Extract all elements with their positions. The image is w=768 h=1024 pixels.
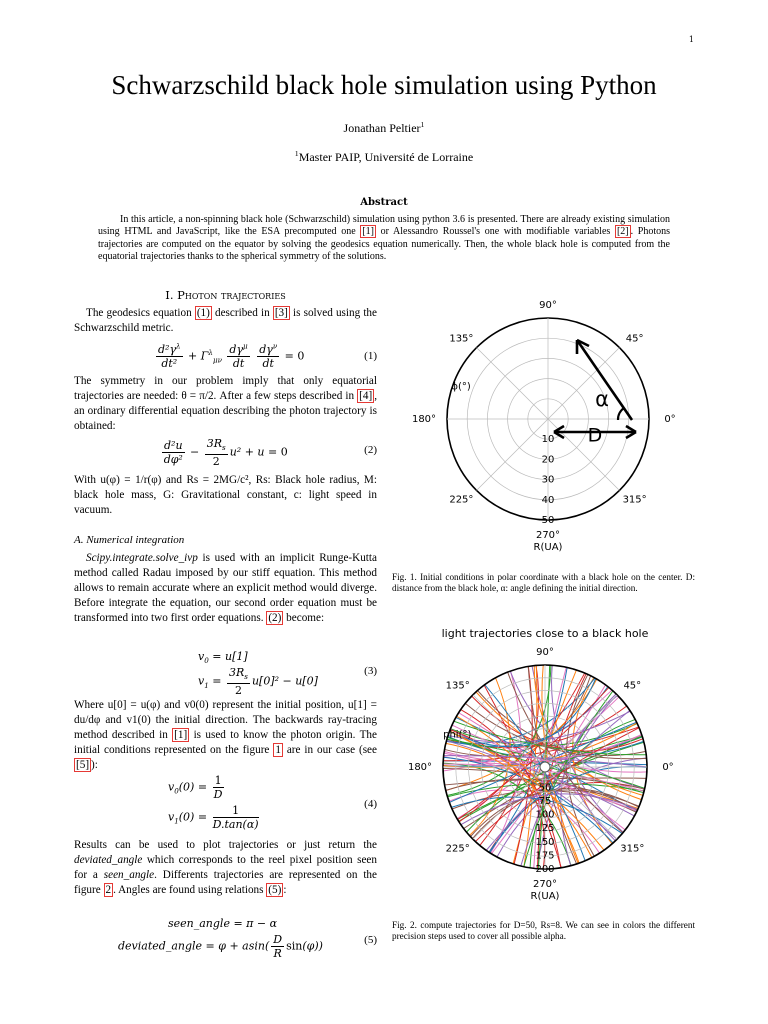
angle-tick-label: 315° xyxy=(622,494,647,506)
distance-label: D xyxy=(587,424,603,447)
alpha-arc xyxy=(618,408,624,420)
angle-tick-label: 270° xyxy=(535,530,561,541)
citation-link[interactable]: [5] xyxy=(76,759,90,772)
equation-link[interactable]: (5) xyxy=(268,884,282,897)
figure-2-caption: Fig. 2. compute trajectories for D=50, Rs=8. We can see in colors the different precision steps used to cover all possible alpha. xyxy=(392,920,695,942)
equation-1: $\frac{d^2\gamma^\lambda}{\text{dt²}}$ + $\Gamma^\lambda_{\mu\nu}$ $\frac{d\gamma^\mu}{dt}$ $\frac{d\gamma^\nu}{dt}$ = 0 (1) xyxy=(158,341,377,370)
angle-tick-label: 45° xyxy=(623,680,642,692)
theta-axis-label: phi(°) xyxy=(443,729,472,741)
angle-tick-label: 180° xyxy=(411,414,437,425)
angle-tick-label: 270° xyxy=(532,879,558,890)
r-axis-label: R(UA) xyxy=(530,891,560,902)
radial-tick-label: 10 xyxy=(541,434,555,446)
angle-tick-label: 0° xyxy=(664,414,676,425)
polar-grid xyxy=(447,318,649,520)
equation-2: $\frac{\text{d²u}}{\text{dφ²}}$ − $\frac{3R_s}{2}$ u² + u = 0 (2) xyxy=(163,437,377,469)
figure-1-caption: Fig. 1. Initial conditions in polar coordinate with a black hole on the center. D: distance from the black hole, α: angle defining the initial direction. xyxy=(392,572,695,594)
radial-tick-label: 100 xyxy=(535,809,555,821)
radial-tick-label: 50 xyxy=(538,782,552,794)
citation-link[interactable]: [4] xyxy=(359,390,373,403)
angle-tick-label: 135° xyxy=(449,333,474,345)
figure-1-polar-plot xyxy=(395,288,695,560)
r-axis-label: R(UA) xyxy=(533,542,563,553)
subsection-heading: A. Numerical integration xyxy=(74,534,185,546)
citation-link[interactable]: [1] xyxy=(362,226,374,238)
angle-tick-label: 180° xyxy=(407,762,433,773)
angle-tick-label: 90° xyxy=(539,300,557,311)
angle-tick-label: 225° xyxy=(445,843,470,855)
paragraph: Scipy.integrate.solve_ivp is used with an implicit Runge-Kutta method called Radau imposed by our stiff equation. This method allows to remain accurate where an explicit method would diverge. Before integrate the equation, our second order equation must be transformed into two first order equations. (2) become: xyxy=(74,552,377,625)
grid-spoke xyxy=(477,419,548,490)
angle-tick-label: 315° xyxy=(620,843,645,855)
paragraph: The symmetry in our problem imply that only equatorial trajectories are needed: θ = π/2. After a few steps described in [4] , an ordinary differential equation describing the photon trajectory is obtained: xyxy=(74,375,377,433)
paper-title: Schwarzschild black hole simulation using Python xyxy=(111,70,657,100)
radial-tick-label: 150 xyxy=(535,836,555,848)
abstract-text: In this article, a non-spinning black hole (Schwarzschild) simulation using python 3.6 is presented. There are already existing simulation using HTML and JavaScript, like the ESA precomputed one [1] or Alessandro Roussel's one with modifiable variables [2] . Photons trajectories are computed on the equator by solving the geodesics equation numerically. Then, the whole black hole is computed from the equatorial trajectories thanks to the spherical symmetry of the solutions. xyxy=(98,214,671,262)
radial-tick-label: 175 xyxy=(535,850,555,862)
angle-tick-label: 90° xyxy=(536,647,554,658)
black-hole-marker xyxy=(540,762,550,772)
citation-link[interactable]: [3] xyxy=(274,307,288,319)
alpha-label: α xyxy=(595,387,609,411)
equation-link[interactable]: (1) xyxy=(196,307,210,319)
section-heading: I. Photon trajectories xyxy=(165,288,286,302)
radial-tick-label: 200 xyxy=(535,864,555,875)
author: Jonathan Peltier$^1$ xyxy=(343,120,425,135)
equation-link[interactable]: (2) xyxy=(268,612,282,625)
radial-tick-label: 125 xyxy=(535,823,555,835)
angle-tick-label: 0° xyxy=(662,762,674,773)
paragraph: The geodesics equation (1) described in [3] is solved using the Schwarzschild metric. xyxy=(74,307,377,335)
angle-tick-label: 225° xyxy=(449,494,474,506)
citation-link[interactable]: [2] xyxy=(616,226,629,238)
page-number: 1 xyxy=(688,35,694,44)
theta-axis-label: ϕ(°) xyxy=(451,381,471,393)
figure-2-trajectory-plot xyxy=(395,624,695,904)
radial-tick-label: 30 xyxy=(541,474,555,486)
angle-tick-label: 135° xyxy=(445,680,470,692)
polar-labels xyxy=(412,300,676,553)
equation-5: seen_angle = π − α deviated_angle = φ + asin( $\frac{D}{R}$ sin(φ)) (5) xyxy=(118,917,377,960)
angle-tick-label: 45° xyxy=(625,333,644,345)
figure-link[interactable]: 1 xyxy=(275,744,281,757)
figure-link[interactable]: 2 xyxy=(105,884,112,897)
radial-tick-label: 50 xyxy=(541,515,555,526)
radial-tick-label: 40 xyxy=(541,494,555,506)
abstract-heading: Abstract xyxy=(360,197,408,208)
citation-link[interactable]: [1] xyxy=(174,729,188,742)
grid-spoke xyxy=(477,348,548,419)
equation-4: $v_0(0)$ = $\frac{1}{D}$ $v_1(0)$ = $\frac{1}{D.\tan(\alpha)}$ (4) xyxy=(168,774,377,831)
radial-tick-label: 75 xyxy=(538,796,552,807)
equation-3: $v_0 = u[1]$ $v_1$ = $\frac{3R_s}{2}$ u[0]² − u[0] (3) xyxy=(198,650,377,698)
radial-tick-label: 20 xyxy=(541,454,555,466)
paragraph: Where u[0] = u(φ) and v0(0) represent the initial position, u[1] = du/dφ and v1(0) the initial direction. The backwards ray-tracing method described in [1] is used to know the photon origin. The initial conditions represented on the figure 1 are in our case (see [5] ): xyxy=(74,699,377,772)
paragraph: Results can be used to plot trajectories or just return the deviated_angle which corresponds to the reel pixel position seen for a seen_angle. Differents trajectories are represented on the figure 2 . Angles are found using relations (5) : xyxy=(74,839,377,897)
affiliation: $^1$Master PAIP, Université de Lorraine xyxy=(294,149,474,164)
paragraph: With u(φ) = 1/r(φ) and Rs = 2MG/c², Rs: Black hole radius, M: black hole mass, G: Gravitational constant, c: light speed in vacuum. xyxy=(74,474,377,517)
figure-2-title: light trajectories close to a black hole xyxy=(441,627,649,640)
